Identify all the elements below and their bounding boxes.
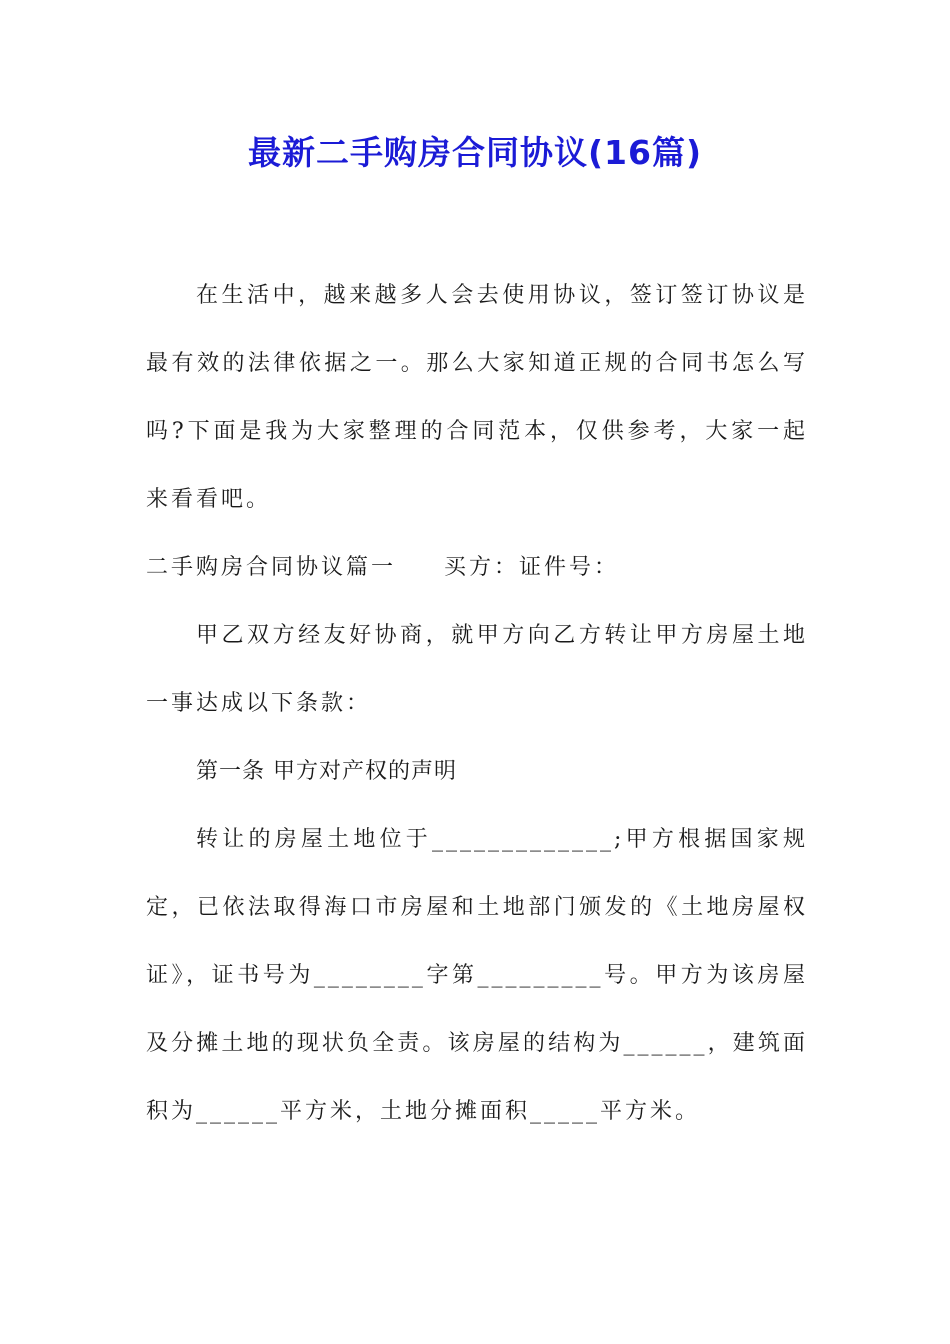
agreement-paragraph: 甲乙双方经友好协商，就甲方向乙方转让甲方房屋土地一事达成以下条款： bbox=[146, 623, 808, 716]
article-one-heading: 第一条 甲方对产权的声明 bbox=[196, 759, 457, 784]
document-title: 最新二手购房合同协议(16篇) bbox=[247, 133, 703, 172]
intro-paragraph: 在生活中，越来越多人会去使用协议，签订签订协议是最有效的法律依据之一。那么大家知道正规的合同书怎么写吗?下面是我为大家整理的合同范本，仅供参考，大家一起来看看吧。 bbox=[146, 283, 808, 512]
section-title: 二手购房合同协议篇一 bbox=[146, 555, 397, 580]
section-buyer-label: 买方：证件号： bbox=[444, 555, 620, 580]
property-paragraph: 转让的房屋土地位于_____________;甲方根据国家规定，已依法取得海口市房屋和土地部门颁发的《土地房屋权证》，证书号为________字第_________号。甲方为该房屋及分摊土地的现状负全责。该房屋的结构为______，建筑面积为______平方米，土地分摊面积_____平方米。 bbox=[146, 827, 808, 1124]
section-heading bbox=[146, 534, 808, 602]
document-body bbox=[146, 262, 808, 1146]
